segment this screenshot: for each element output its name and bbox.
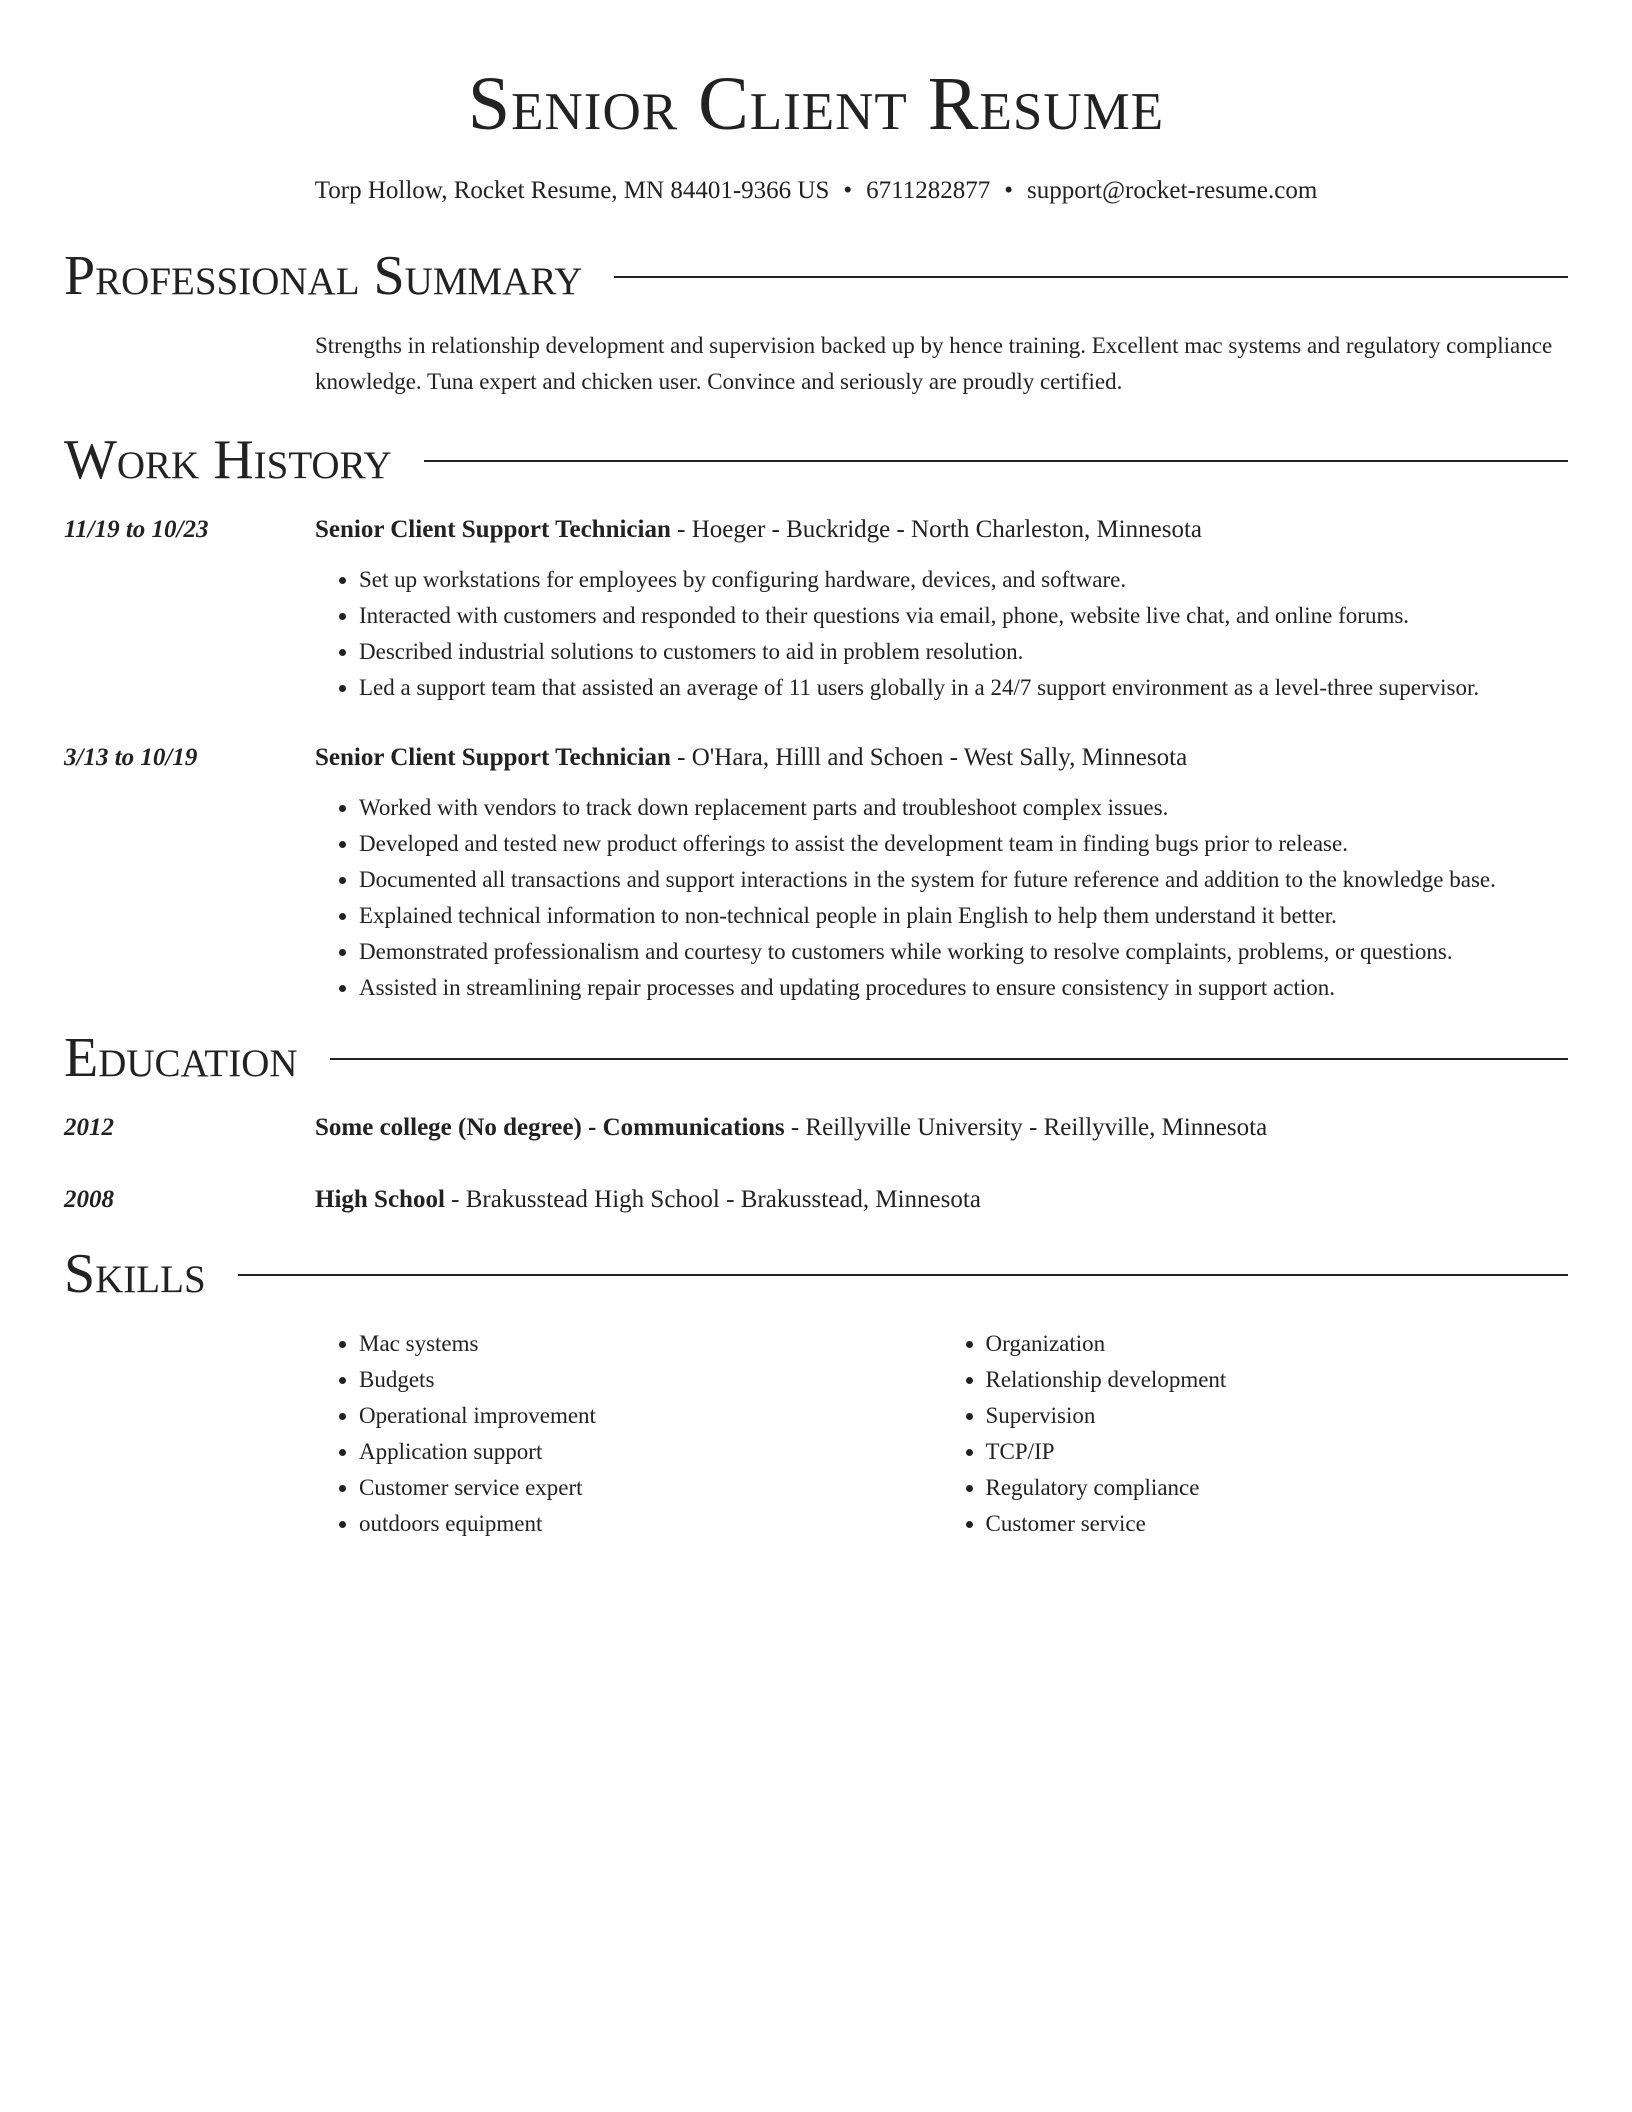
- job-duties-list: [315, 790, 1568, 1006]
- list-item: • Set up workstations for employees by configuring hardware, devices, and software.: [359, 562, 1568, 598]
- job-duties-list: [315, 562, 1568, 706]
- skills-section-header: [64, 1242, 1568, 1306]
- list-item: • Application support: [359, 1434, 942, 1470]
- list-item: • Led a support team that assisted an average of 11 users globally in a 24/7 support environment as a level-three supervisor.: [359, 670, 1568, 706]
- job-dates: 3/13 to 10/19: [64, 744, 198, 771]
- list-item: • outdoors equipment: [359, 1506, 942, 1542]
- list-item: • Worked with vendors to track down replacement parts and troubleshoot complex issues.: [359, 790, 1568, 826]
- education-year: 2008: [64, 1186, 114, 1213]
- list-item: • Documented all transactions and support interactions in the system for future reference and addition to the knowledge base.: [359, 862, 1568, 898]
- contact-address: Torp Hollow, Rocket Resume, MN 84401-9366 US: [314, 177, 830, 204]
- education-school: - Reillyville University - Reillyville, Minnesota: [784, 1114, 1268, 1141]
- contact-line: [64, 176, 1568, 206]
- resume-name: Senior Client Resume: [467, 62, 1165, 146]
- education-section-header: [64, 1026, 1568, 1090]
- education-heading: [315, 1182, 1568, 1218]
- list-item: • Described industrial solutions to customers to aid in problem resolution.: [359, 634, 1568, 670]
- list-item: • Operational improvement: [359, 1398, 942, 1434]
- section-divider: [330, 1058, 1568, 1060]
- contact-phone: 6711282877: [866, 177, 991, 204]
- contact-email: support@rocket-resume.com: [1026, 177, 1318, 204]
- education-entry: [64, 1110, 1568, 1146]
- education-degree: Some college (No degree) - Communications: [315, 1114, 785, 1141]
- job-heading: [315, 740, 1568, 776]
- job-title: Senior Client Support Technician: [315, 516, 671, 543]
- list-item: • Interacted with customers and responded to their questions via email, phone, website live chat, and online forums.: [359, 598, 1568, 634]
- job-employer: - Hoeger - Buckridge - North Charleston, Minnesota: [670, 516, 1202, 543]
- list-item: • Organization: [986, 1326, 1569, 1362]
- job-heading: [315, 512, 1568, 548]
- contact-separator: •: [1004, 177, 1013, 204]
- skills-list-right: [942, 1326, 1569, 1542]
- skills-section-title: Skills: [64, 1243, 206, 1305]
- list-item: • Developed and tested new product offerings to assist the development team in finding bugs prior to release.: [359, 826, 1568, 862]
- list-item: • Customer service expert: [359, 1470, 942, 1506]
- summary-section-header: [64, 244, 1568, 308]
- work-section-header: [64, 428, 1568, 492]
- job-entry: [64, 512, 1568, 706]
- job-entry: [64, 740, 1568, 1006]
- section-divider: [614, 276, 1568, 278]
- job-title: Senior Client Support Technician: [315, 744, 671, 771]
- section-divider: [424, 460, 1568, 462]
- work-section-title: Work History: [64, 429, 392, 491]
- education-school: - Brakusstead High School - Brakusstead, Minnesota: [444, 1186, 981, 1213]
- contact-separator: •: [843, 177, 853, 204]
- list-item: • Explained technical information to non-technical people in plain English to help them understand it better.: [359, 898, 1568, 934]
- job-employer: - O'Hara, Hilll and Schoen - West Sally, Minnesota: [670, 744, 1188, 771]
- skills-list-left: [315, 1326, 942, 1542]
- list-item: • Assisted in streamlining repair processes and updating procedures to ensure consistency in support action.: [359, 970, 1568, 1006]
- list-item: • Budgets: [359, 1362, 942, 1398]
- section-divider: [238, 1274, 1568, 1276]
- education-section-title: Education: [64, 1027, 298, 1089]
- job-body: [315, 740, 1568, 1006]
- skills-columns: [315, 1326, 1568, 1542]
- summary-text: Strengths in relationship development and supervision backed up by hence training. Excellent mac systems and regulatory compliance knowledge. Tuna expert and chicken user. Convince and seriously are proudly certified.: [315, 333, 1553, 394]
- list-item: • TCP/IP: [986, 1434, 1569, 1470]
- education-degree: High School: [315, 1186, 445, 1213]
- job-dates: 11/19 to 10/23: [64, 516, 209, 543]
- list-item: • Relationship development: [986, 1362, 1569, 1398]
- list-item: • Supervision: [986, 1398, 1569, 1434]
- education-entry: [64, 1182, 1568, 1218]
- education-year: 2012: [64, 1114, 114, 1141]
- summary-section-title: Professional Summary: [64, 245, 583, 307]
- list-item: • Customer service: [986, 1506, 1569, 1542]
- list-item: • Regulatory compliance: [986, 1470, 1569, 1506]
- list-item: • Demonstrated professionalism and courtesy to customers while working to resolve complaints, problems, or questions.: [359, 934, 1568, 970]
- education-heading: [315, 1110, 1568, 1146]
- list-item: • Mac systems: [359, 1326, 942, 1362]
- job-body: [315, 512, 1568, 706]
